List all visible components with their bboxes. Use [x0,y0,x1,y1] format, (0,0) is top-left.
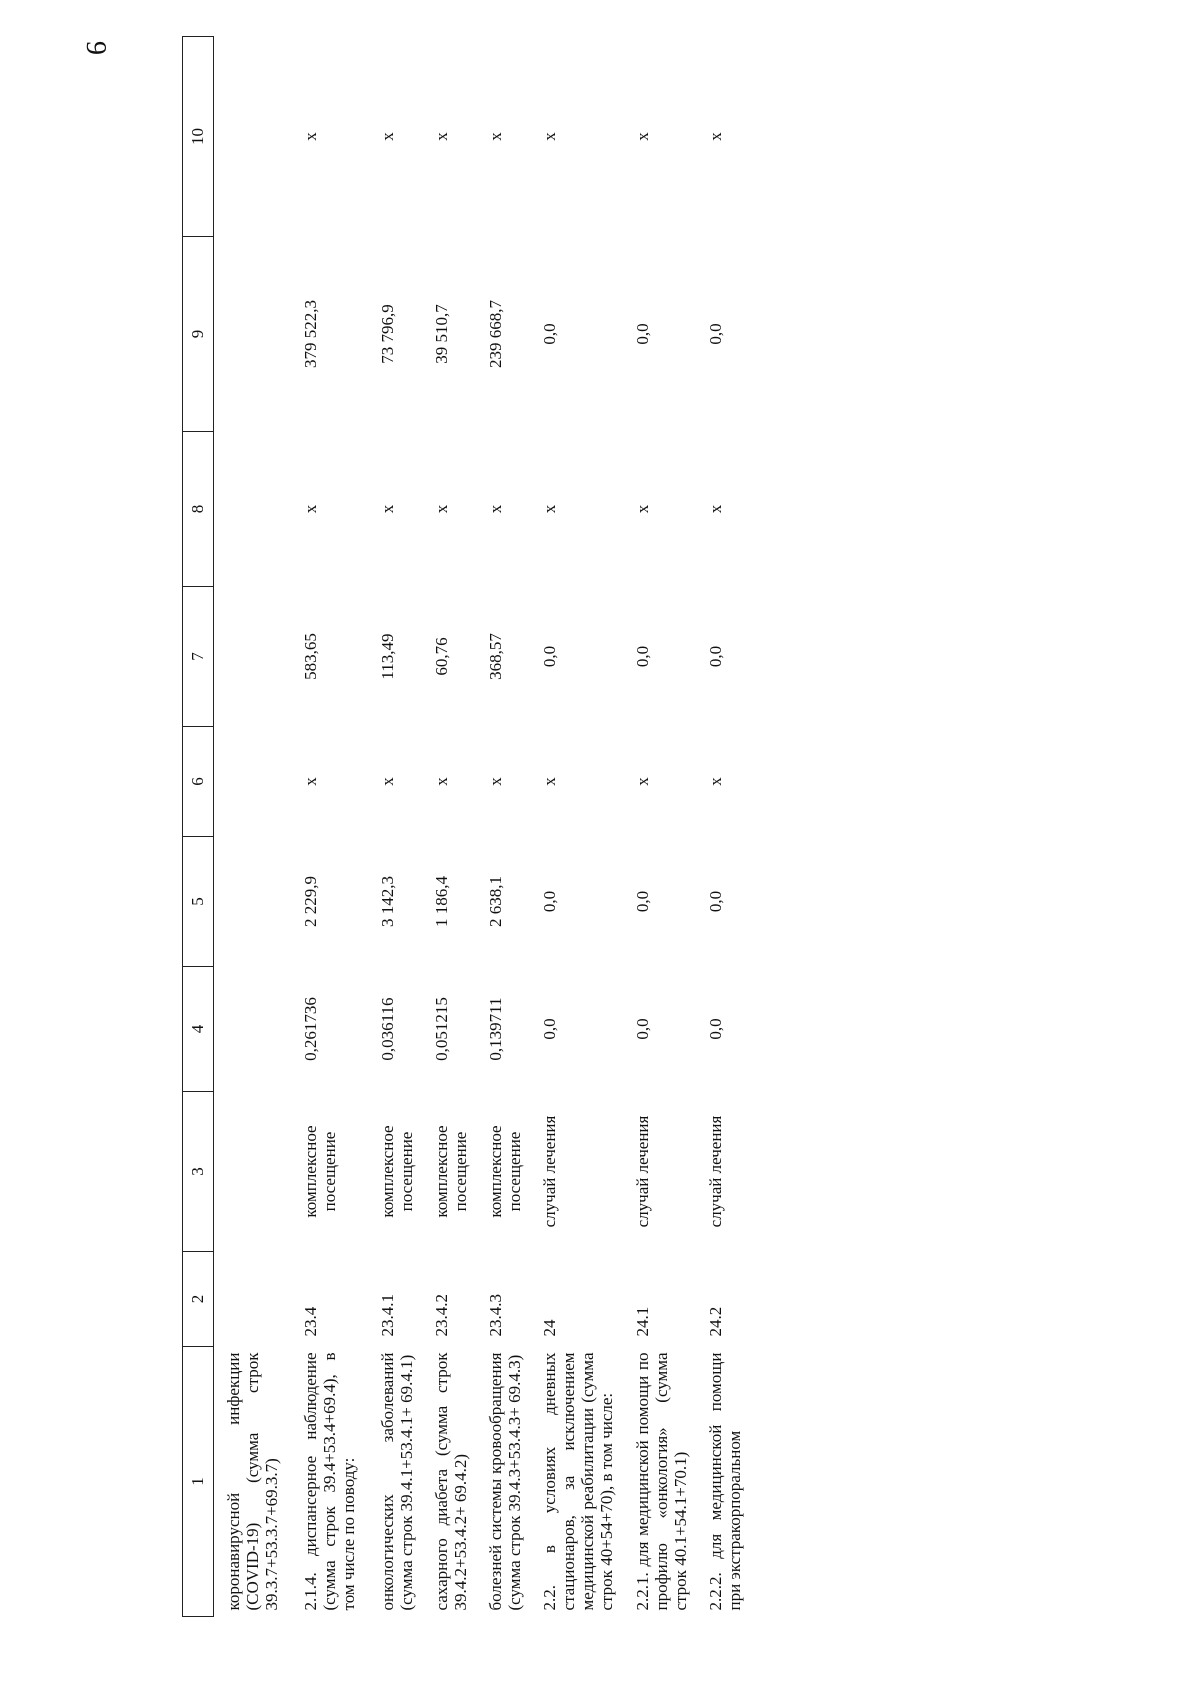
cell-col5: 2 229,9 [301,876,321,927]
cell-col4: 0,0 [632,1018,652,1040]
table-row [287,37,364,1617]
cell-col6: х [486,777,506,786]
row-label: коронавирусной инфекции (COVID-19) (сумма строк 39.3.7+53.3.7+69.3.7) [224,1352,282,1611]
cell-col6: х [632,777,652,786]
cell-col5 [214,837,288,967]
cell-col7: 583,65 [301,633,321,680]
table-row [623,37,696,1617]
cell-col5: 2 638,1 [486,876,506,927]
table-row [214,37,288,1617]
col-header-7: 7 [183,587,214,727]
cell-col9: 379 522,3 [301,300,321,368]
cell-col6: х [301,777,321,786]
table-row [696,37,750,1617]
cell-col7: 0,0 [540,645,560,668]
cell-col4: 0,139711 [486,997,506,1061]
cell-col10 [214,37,288,237]
cell-col8 [214,432,288,587]
row-label: 2.1.4. диспансерное наблюдение (сумма строк 39.4+53.4+69.4), в том числе по поводу: [301,1352,359,1611]
cell-col10: х [632,132,652,141]
row-code: 23.4.2 [432,1294,452,1337]
cell-col8: х [486,504,506,514]
row-label: болезней системы кровообращения (сумма строк 39.4.3+53.4.3+ 69.4.3) [486,1352,525,1611]
page-number: 9 [80,41,111,55]
cell-col9: 0,0 [705,323,725,345]
col-header-2: 2 [183,1252,214,1347]
cell-col9: 239 668,7 [486,300,506,368]
cell-col6: х [705,777,725,786]
row-code: 23.4 [301,1306,321,1337]
cell-col10: х [486,132,506,141]
cell-col7: 113,49 [378,633,398,680]
cell-col7 [214,587,288,727]
row-label: 2.2.2. для медицинской помощи при экстракорпоральном [705,1352,744,1611]
row-unit: случай лечения [705,1115,725,1228]
table-row [530,37,622,1617]
row-label: 2.2. в условиях дневных стационаров, за исключением медицинской реабилитации (сумма строк 40+54+70), в том числе: [540,1352,617,1611]
table-row [422,37,476,1617]
cell-col9 [214,237,288,432]
col-header-8: 8 [183,432,214,587]
row-unit: комплексное посещение [301,1125,340,1218]
column-number-header [183,37,214,1617]
cell-col4: 0,0 [705,1018,725,1040]
row-unit: комплексное посещение [432,1125,471,1218]
row-label: сахарного диабета (сумма строк 39.4.2+53.4.2+ 69.4.2) [432,1352,471,1611]
row-unit: комплексное посещение [486,1125,525,1218]
col-header-10: 10 [183,37,214,237]
cell-col8: х [432,504,452,514]
row-unit: случай лечения [632,1115,652,1228]
col-header-3: 3 [183,1092,214,1252]
table-row [364,37,422,1617]
table-row [476,37,530,1617]
cell-col5: 0,0 [632,890,652,913]
cell-col10: х [432,132,452,141]
cell-col4: 0,0 [540,1018,560,1040]
col-header-1: 1 [183,1347,214,1617]
rotated-table-page [182,37,1062,1617]
cell-col4 [214,967,288,1092]
col-header-5: 5 [183,837,214,967]
row-unit [214,1092,288,1252]
col-header-6: 6 [183,727,214,837]
cell-col7: 368,57 [486,633,506,680]
cell-col6 [214,727,288,837]
cell-col6: х [432,777,452,786]
row-code: 24.1 [632,1306,652,1337]
row-code [214,1252,288,1347]
cell-col8: х [301,504,321,514]
cell-col9: 0,0 [540,323,560,345]
cell-col4: 0,261736 [301,997,321,1061]
col-header-9: 9 [183,237,214,432]
cell-col10: х [301,132,321,141]
cell-col10: х [705,132,725,141]
cell-col9: 39 510,7 [432,304,452,364]
row-code: 24 [540,1319,560,1337]
cell-col4: 0,036116 [378,997,398,1061]
cell-col10: х [540,132,560,141]
cell-col7: 0,0 [705,645,725,668]
cell-col7: 60,76 [432,637,452,676]
col-header-4: 4 [183,967,214,1092]
cell-col6: х [378,777,398,786]
cell-col10: х [378,132,398,141]
cell-col8: х [378,504,398,514]
cell-col9: 73 796,9 [378,304,398,364]
cell-col5: 3 142,3 [378,876,398,927]
row-unit: комплексное посещение [378,1125,417,1218]
cell-col5: 1 186,4 [432,876,452,927]
row-label: онкологических заболеваний (сумма строк 39.4.1+53.4.1+ 69.4.1) [378,1352,417,1611]
cell-col8: х [540,504,560,514]
cell-col5: 0,0 [540,890,560,913]
row-code: 24.2 [705,1306,725,1337]
cell-col7: 0,0 [632,645,652,668]
row-code: 23.4.3 [486,1294,506,1337]
row-unit: случай лечения [540,1115,560,1228]
cell-col9: 0,0 [632,323,652,345]
financing-table [182,36,750,1617]
row-label: 2.2.1. для медицинской помощи по профилю «онкология» (сумма строк 40.1+54.1+70.1) [632,1352,690,1611]
cell-col6: х [540,777,560,786]
cell-col8: х [632,504,652,514]
cell-col4: 0,051215 [432,997,452,1061]
row-code: 23.4.1 [378,1294,398,1337]
cell-col8: х [705,504,725,514]
cell-col5: 0,0 [705,890,725,913]
